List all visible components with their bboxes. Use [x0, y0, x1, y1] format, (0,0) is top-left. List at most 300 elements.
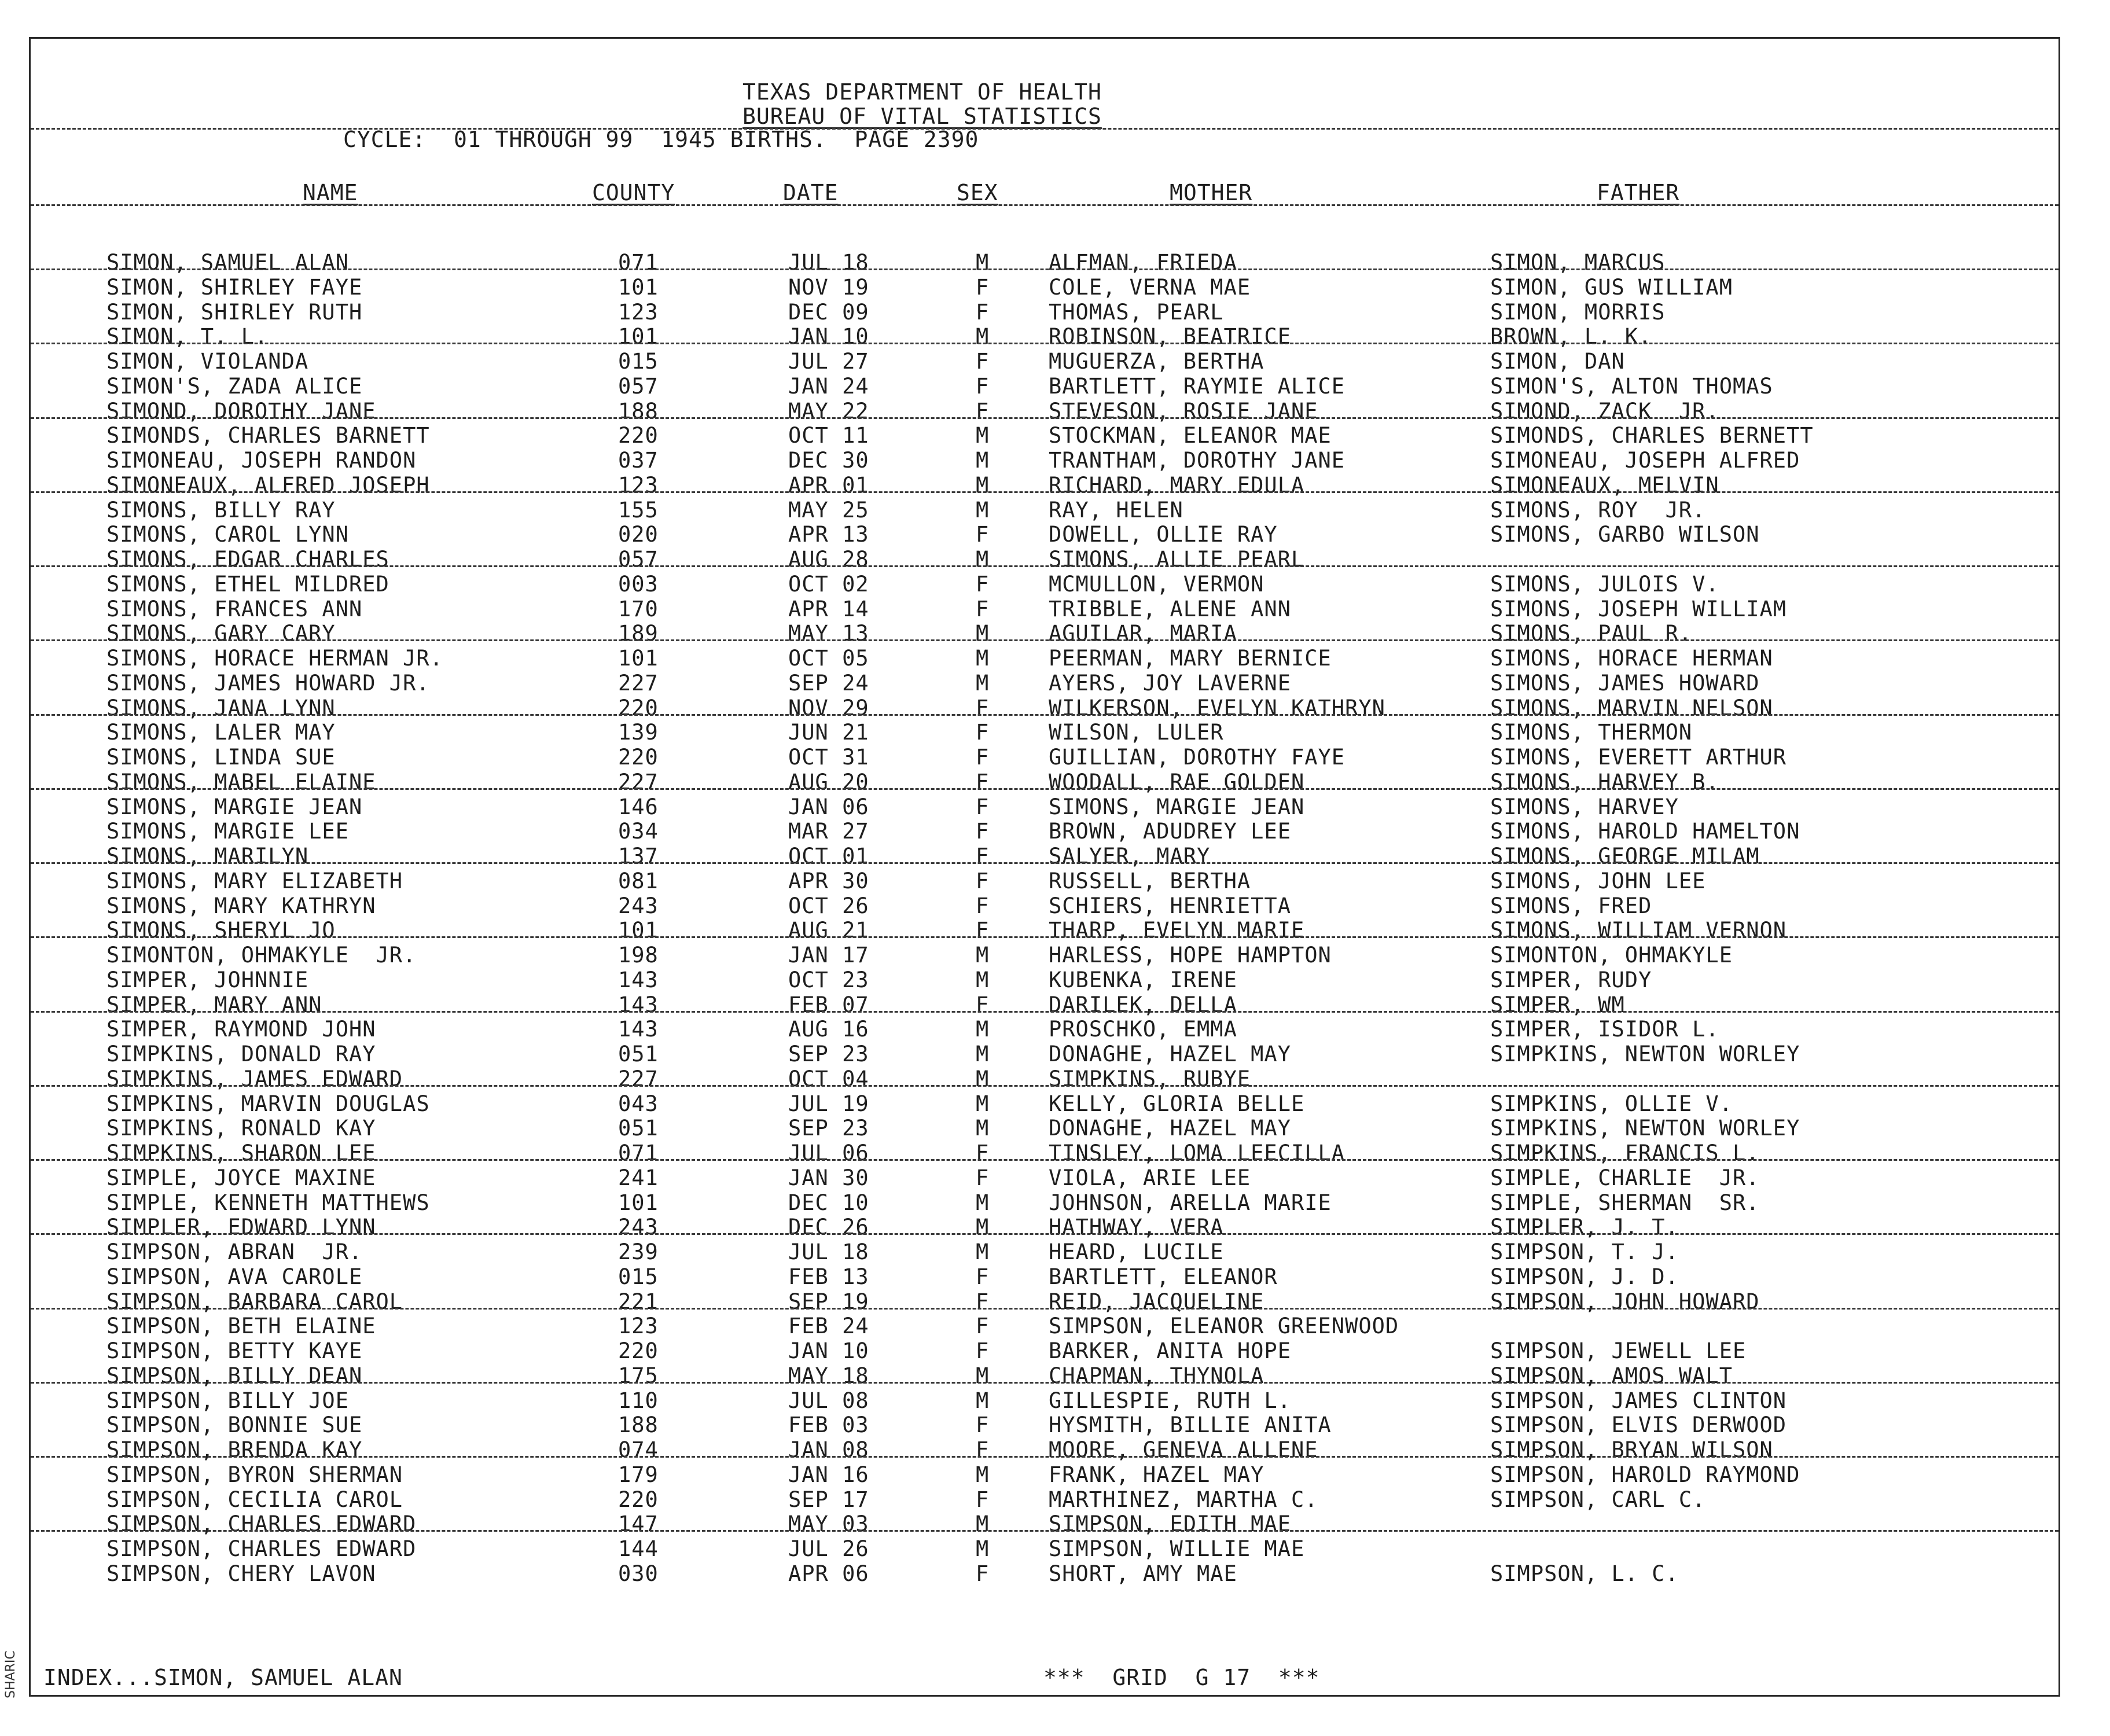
cell-father: SIMPSON, JAMES CLINTON	[1490, 1388, 1787, 1413]
cell-sex: M	[976, 497, 990, 523]
cell-name: SIMPKINS, RONALD KAY	[106, 1116, 376, 1141]
cell-sex: F	[976, 1338, 990, 1363]
row-separator	[31, 417, 2058, 419]
table-row	[31, 1215, 2058, 1240]
cell-mother: FRANK, HAZEL MAY	[1049, 1462, 1264, 1487]
cell-name: SIMON, SHIRLEY FAYE	[106, 274, 363, 300]
cell-sex: F	[976, 571, 990, 597]
cell-county: 146	[618, 794, 659, 819]
table-row	[31, 1191, 2058, 1216]
cell-name: SIMPSON, ABRAN JR.	[106, 1240, 363, 1264]
cell-sex: M	[976, 250, 990, 275]
cell-name: SIMONS, MABEL ELAINE	[106, 769, 376, 795]
cell-mother: MUGUERZA, BERTHA	[1049, 349, 1264, 374]
table-row	[31, 473, 2058, 498]
table-row	[31, 498, 2058, 523]
cell-mother: SIMPSON, EDITH MAE	[1049, 1511, 1291, 1537]
column-header-mother: MOTHER	[1170, 180, 1253, 205]
cell-date: JAN 30	[788, 1165, 869, 1190]
cell-county: 101	[618, 1190, 659, 1215]
cell-date: AUG 16	[788, 1017, 869, 1042]
cell-sex: M	[976, 1017, 990, 1042]
cell-mother: BROWN, ADUDREY LEE	[1049, 819, 1291, 844]
cell-name: SIMONS, EDGAR CHARLES	[106, 547, 389, 572]
cell-mother: COLE, VERNA MAE	[1049, 274, 1251, 300]
cell-father: SIMONS, HARVEY	[1490, 794, 1679, 819]
cell-date: JUL 26	[788, 1536, 869, 1561]
cell-father: BROWN, L. K.	[1490, 324, 1652, 350]
cell-date: APR 06	[788, 1561, 869, 1586]
cell-name: SIMON'S, ZADA ALICE	[106, 373, 363, 399]
cell-county: 243	[618, 893, 659, 918]
cell-mother: AYERS, JOY LAVERNE	[1049, 670, 1291, 696]
table-row	[31, 671, 2058, 696]
cell-sex: M	[976, 1511, 990, 1537]
cell-father: SIMONEAUX, MELVIN	[1490, 472, 1719, 498]
cell-county: 220	[618, 1487, 659, 1512]
table-row	[31, 374, 2058, 399]
cell-county: 155	[618, 497, 659, 523]
table-row	[31, 1017, 2058, 1042]
cell-father: SIMON, MARCUS	[1490, 250, 1666, 275]
cell-name: SIMPKINS, MARVIN DOUGLAS	[106, 1091, 430, 1116]
cell-date: APR 01	[788, 472, 869, 498]
cell-mother: TINSLEY, LOMA LEECILLA	[1049, 1141, 1346, 1165]
cell-county: 110	[618, 1388, 659, 1413]
cell-name: SIMONS, JANA LYNN	[106, 695, 336, 720]
table-row	[31, 325, 2058, 350]
row-separator	[31, 1011, 2058, 1013]
cell-mother: BARTLETT, RAYMIE ALICE	[1049, 373, 1346, 399]
cell-date: NOV 19	[788, 274, 869, 300]
cell-name: SIMPSON, BILLY DEAN	[106, 1363, 363, 1388]
cell-father: SIMONS, HORACE HERMAN	[1490, 646, 1773, 671]
cell-date: JUL 18	[788, 250, 869, 275]
cell-father: SIMONS, PAUL R.	[1490, 621, 1693, 646]
table-row	[31, 745, 2058, 770]
cell-date: JUL 27	[788, 349, 869, 374]
cell-mother: DONAGHE, HAZEL MAY	[1049, 1042, 1291, 1066]
cell-mother: RUSSELL, BERTHA	[1049, 868, 1251, 893]
cell-date: MAY 03	[788, 1511, 869, 1537]
cell-name: SIMONS, FRANCES ANN	[106, 596, 363, 621]
cell-name: SIMPSON, CHARLES EDWARD	[106, 1536, 417, 1561]
cell-name: SIMONS, MARGIE JEAN	[106, 794, 363, 819]
table-row	[31, 1537, 2058, 1562]
cell-date: MAY 13	[788, 621, 869, 646]
cell-name: SIMPLER, EDWARD LYNN	[106, 1215, 376, 1240]
cell-county: 034	[618, 819, 659, 844]
cell-sex: M	[976, 1091, 990, 1116]
cell-sex: M	[976, 423, 990, 448]
cell-date: OCT 04	[788, 1066, 869, 1091]
cell-father: SIMOND, ZACK JR.	[1490, 398, 1719, 424]
table-row	[31, 251, 2058, 275]
cell-father: SIMPSON, L. C.	[1490, 1561, 1679, 1586]
cell-county: 239	[618, 1240, 659, 1264]
cell-name: SIMPSON, BETH ELAINE	[106, 1314, 376, 1339]
cell-mother: TRIBBLE, ALENE ANN	[1049, 596, 1291, 621]
cell-date: JAN 10	[788, 1338, 869, 1363]
cell-mother: REID, JACQUELINE	[1049, 1289, 1264, 1314]
table-row	[31, 720, 2058, 745]
cell-county: 081	[618, 868, 659, 893]
cell-father: SIMONS, GARBO WILSON	[1490, 522, 1760, 547]
cell-sex: F	[976, 596, 990, 621]
cell-county: 074	[618, 1437, 659, 1462]
cell-county: 220	[618, 423, 659, 448]
table-row	[31, 869, 2058, 894]
cell-mother: ALFMAN, FRIEDA	[1049, 250, 1237, 275]
cycle-line: CYCLE: 01 THROUGH 99 1945 BIRTHS. PAGE 2390	[343, 127, 979, 152]
cell-county: 051	[618, 1042, 659, 1066]
cell-date: AUG 21	[788, 918, 869, 943]
cell-sex: F	[976, 299, 990, 325]
cell-county: 220	[618, 695, 659, 720]
row-separator	[31, 1085, 2058, 1087]
cell-date: JAN 06	[788, 794, 869, 819]
cell-father: SIMPLE, CHARLIE JR.	[1490, 1165, 1760, 1190]
row-separator	[31, 714, 2058, 716]
cell-county: 051	[618, 1116, 659, 1141]
table-row	[31, 696, 2058, 721]
cell-date: OCT 26	[788, 893, 869, 918]
table-row	[31, 572, 2058, 597]
cell-county: 030	[618, 1561, 659, 1586]
cell-mother: GUILLIAN, DOROTHY FAYE	[1049, 745, 1346, 770]
cell-mother: SHORT, AMY MAE	[1049, 1561, 1237, 1586]
cell-county: 243	[618, 1215, 659, 1240]
cell-sex: F	[976, 373, 990, 399]
cell-county: 123	[618, 472, 659, 498]
cell-name: SIMPSON, BRENDA KAY	[106, 1437, 363, 1462]
row-separator	[31, 491, 2058, 493]
cell-father: SIMONEAU, JOSEPH ALFRED	[1490, 448, 1800, 473]
table-row	[31, 1240, 2058, 1265]
table-row	[31, 1438, 2058, 1463]
cell-sex: F	[976, 1413, 990, 1438]
cell-name: SIMOND, DOROTHY JANE	[106, 398, 376, 424]
cell-father: SIMONS, EVERETT ARTHUR	[1490, 745, 1787, 770]
table-row	[31, 646, 2058, 671]
cell-sex: F	[976, 893, 990, 918]
cell-name: SIMONS, BILLY RAY	[106, 497, 336, 523]
cell-name: SIMPKINS, DONALD RAY	[106, 1042, 376, 1066]
cell-name: SIMPER, MARY ANN	[106, 992, 322, 1017]
cell-father: SIMONS, JOSEPH WILLIAM	[1490, 596, 1787, 621]
cell-father: SIMPSON, T. J.	[1490, 1240, 1679, 1264]
table-row	[31, 621, 2058, 646]
table-row	[31, 1314, 2058, 1339]
cell-date: DEC 10	[788, 1190, 869, 1215]
cell-sex: M	[976, 670, 990, 696]
cell-name: SIMONS, GARY CARY	[106, 621, 336, 646]
cell-county: 188	[618, 1413, 659, 1438]
cell-father: SIMPSON, CARL C.	[1490, 1487, 1706, 1512]
cell-county: 101	[618, 918, 659, 943]
cell-sex: F	[976, 695, 990, 720]
cell-mother: THARP, EVELYN MARIE	[1049, 918, 1305, 943]
cell-name: SIMPKINS, JAMES EDWARD	[106, 1066, 403, 1091]
cell-sex: M	[976, 1215, 990, 1240]
cell-mother: ROBINSON, BEATRICE	[1049, 324, 1291, 350]
table-row	[31, 993, 2058, 1018]
row-separator	[31, 1530, 2058, 1532]
birth-records-table	[31, 251, 2058, 1587]
cell-sex: F	[976, 1314, 990, 1339]
cell-name: SIMPSON, BETTY KAYE	[106, 1338, 363, 1363]
cell-mother: HYSMITH, BILLIE ANITA	[1049, 1413, 1332, 1438]
cell-date: JUL 18	[788, 1240, 869, 1264]
table-row	[31, 819, 2058, 844]
row-separator	[31, 1456, 2058, 1458]
cell-father: SIMONS, JULOIS V.	[1490, 571, 1719, 597]
cell-name: SIMPSON, CHERY LAVON	[106, 1561, 376, 1586]
cell-sex: F	[976, 868, 990, 893]
cell-county: 220	[618, 745, 659, 770]
table-row	[31, 399, 2058, 424]
cell-name: SIMON, SHIRLEY RUTH	[106, 299, 363, 325]
cell-mother: SIMONS, MARGIE JEAN	[1049, 794, 1305, 819]
cell-sex: F	[976, 349, 990, 374]
table-row	[31, 1488, 2058, 1513]
vital-statistics-page	[29, 37, 2060, 1697]
cell-mother: BARKER, ANITA HOPE	[1049, 1338, 1291, 1363]
table-row	[31, 1339, 2058, 1364]
cell-name: SIMONEAUX, ALFRED JOSEPH	[106, 472, 430, 498]
cell-father: SIMONS, HAROLD HAMELTON	[1490, 819, 1800, 844]
table-row	[31, 943, 2058, 968]
cell-mother: MARTHINEZ, MARTHA C.	[1049, 1487, 1318, 1512]
cell-county: 220	[618, 1338, 659, 1363]
cell-sex: M	[976, 472, 990, 498]
cell-father: SIMPSON, JEWELL LEE	[1490, 1338, 1747, 1363]
cell-sex: F	[976, 1437, 990, 1462]
cell-father: SIMONS, FRED	[1490, 893, 1652, 918]
cell-name: SIMONDS, CHARLES BARNETT	[106, 423, 430, 448]
cell-county: 227	[618, 1066, 659, 1091]
table-row	[31, 894, 2058, 919]
cell-date: JAN 10	[788, 324, 869, 350]
cell-date: SEP 17	[788, 1487, 869, 1512]
cell-date: JUL 08	[788, 1388, 869, 1413]
cell-sex: M	[976, 943, 990, 968]
cell-county: 189	[618, 621, 659, 646]
cell-date: AUG 28	[788, 547, 869, 572]
row-separator	[31, 1308, 2058, 1310]
cell-date: OCT 01	[788, 844, 869, 869]
cell-date: FEB 07	[788, 992, 869, 1017]
cell-sex: M	[976, 1066, 990, 1091]
cell-father: SIMPSON, HAROLD RAYMOND	[1490, 1462, 1800, 1487]
cell-county: 221	[618, 1289, 659, 1314]
cell-mother: WOODALL, RAE GOLDEN	[1049, 769, 1305, 795]
cell-father: SIMPSON, BRYAN WILSON	[1490, 1437, 1773, 1462]
cell-father: SIMPKINS, OLLIE V.	[1490, 1091, 1733, 1116]
cell-father: SIMPSON, ELVIS DERWOOD	[1490, 1413, 1787, 1438]
cell-father: SIMPKINS, NEWTON WORLEY	[1490, 1116, 1800, 1141]
cell-mother: DARILEK, DELLA	[1049, 992, 1237, 1017]
cell-date: FEB 13	[788, 1264, 869, 1289]
table-row	[31, 300, 2058, 325]
cell-sex: F	[976, 1289, 990, 1314]
cell-mother: MCMULLON, VERMON	[1049, 571, 1264, 597]
cell-name: SIMONS, HORACE HERMAN JR.	[106, 646, 443, 671]
cell-date: DEC 30	[788, 448, 869, 473]
cell-name: SIMPKINS, SHARON LEE	[106, 1141, 376, 1165]
cell-father: SIMONS, ROY JR.	[1490, 497, 1706, 523]
cell-county: 015	[618, 349, 659, 374]
column-header-date: DATE	[783, 180, 839, 205]
cell-name: SIMONS, MARY KATHRYN	[106, 893, 376, 918]
column-header-name: NAME	[303, 180, 358, 205]
cell-sex: M	[976, 1536, 990, 1561]
cell-name: SIMONTON, OHMAKYLE JR.	[106, 943, 417, 968]
table-row	[31, 1092, 2058, 1117]
cell-name: SIMONS, LINDA SUE	[106, 745, 336, 770]
row-separator	[31, 1233, 2058, 1235]
cell-name: SIMPER, RAYMOND JOHN	[106, 1017, 376, 1042]
cell-mother: PROSCHKO, EMMA	[1049, 1017, 1237, 1042]
cell-sex: F	[976, 1487, 990, 1512]
table-row	[31, 1413, 2058, 1438]
cell-date: OCT 23	[788, 967, 869, 992]
cell-sex: M	[976, 1116, 990, 1141]
cell-date: DEC 09	[788, 299, 869, 325]
cell-name: SIMPSON, BYRON SHERMAN	[106, 1462, 403, 1487]
cell-date: JAN 08	[788, 1437, 869, 1462]
cell-name: SIMPSON, BILLY JOE	[106, 1388, 349, 1413]
table-row	[31, 1141, 2058, 1166]
cell-date: JUL 19	[788, 1091, 869, 1116]
cell-sex: M	[976, 646, 990, 671]
cell-date: MAY 18	[788, 1363, 869, 1388]
cell-county: 188	[618, 398, 659, 424]
cell-name: SIMPSON, BARBARA CAROL	[106, 1289, 403, 1314]
cell-name: SIMONS, CAROL LYNN	[106, 522, 349, 547]
cell-mother: SALYER, MARY	[1049, 844, 1211, 869]
cell-mother: DONAGHE, HAZEL MAY	[1049, 1116, 1291, 1141]
cell-county: 139	[618, 720, 659, 745]
cell-father: SIMONS, MARVIN NELSON	[1490, 695, 1773, 720]
table-row	[31, 1389, 2058, 1414]
cell-date: JAN 17	[788, 943, 869, 968]
cell-mother: HATHWAY, VERA	[1049, 1215, 1224, 1240]
cell-name: SIMONS, JAMES HOWARD JR.	[106, 670, 430, 696]
cell-sex: F	[976, 794, 990, 819]
cell-father: SIMON, GUS WILLIAM	[1490, 274, 1733, 300]
cell-father: SIMONTON, OHMAKYLE	[1490, 943, 1733, 968]
cell-sex: F	[976, 720, 990, 745]
cell-mother: RAY, HELEN	[1049, 497, 1183, 523]
cell-name: SIMONS, SHERYL JO	[106, 918, 336, 943]
cell-mother: HARLESS, HOPE HAMPTON	[1049, 943, 1332, 968]
cell-county: 020	[618, 522, 659, 547]
cell-county: 057	[618, 547, 659, 572]
cell-name: SIMPSON, CHARLES EDWARD	[106, 1511, 417, 1537]
table-row	[31, 275, 2058, 300]
cell-sex: M	[976, 1240, 990, 1264]
table-row	[31, 597, 2058, 622]
cell-mother: WILKERSON, EVELYN KATHRYN	[1049, 695, 1385, 720]
cell-mother: STOCKMAN, ELEANOR MAE	[1049, 423, 1332, 448]
cell-name: SIMONS, ETHEL MILDRED	[106, 571, 389, 597]
column-header-county: COUNTY	[592, 180, 675, 205]
cell-mother: SIMPSON, WILLIE MAE	[1049, 1536, 1305, 1561]
cell-mother: SIMPSON, ELEANOR GREENWOOD	[1049, 1314, 1399, 1339]
row-separator	[31, 862, 2058, 864]
cell-name: SIMPSON, AVA CAROLE	[106, 1264, 363, 1289]
cell-father: SIMONS, GEORGE MILAM	[1490, 844, 1760, 869]
cell-county: 227	[618, 670, 659, 696]
cell-county: 071	[618, 250, 659, 275]
cell-county: 037	[618, 448, 659, 473]
cell-mother: DOWELL, OLLIE RAY	[1049, 522, 1278, 547]
cell-date: FEB 03	[788, 1413, 869, 1438]
cell-father: SIMPSON, AMOS WALT	[1490, 1363, 1733, 1388]
cell-mother: KUBENKA, IRENE	[1049, 967, 1237, 992]
cell-county: 057	[618, 373, 659, 399]
cell-sex: F	[976, 1165, 990, 1190]
bureau-title: BUREAU OF VITAL STATISTICS	[742, 104, 1102, 129]
table-row	[31, 795, 2058, 820]
cell-sex: M	[976, 1190, 990, 1215]
cell-county: 101	[618, 274, 659, 300]
cell-mother: RICHARD, MARY EDULA	[1049, 472, 1305, 498]
cell-name: SIMPSON, CECILIA CAROL	[106, 1487, 403, 1512]
cell-father: SIMONS, THERMON	[1490, 720, 1693, 745]
cell-date: AUG 20	[788, 769, 869, 795]
cell-sex: M	[976, 967, 990, 992]
cell-sex: M	[976, 448, 990, 473]
cell-county: 227	[618, 769, 659, 795]
column-header-rule	[31, 204, 2058, 206]
table-row	[31, 918, 2058, 943]
cell-date: SEP 19	[788, 1289, 869, 1314]
cell-father: SIMPKINS, NEWTON WORLEY	[1490, 1042, 1800, 1066]
cell-sex: F	[976, 745, 990, 770]
row-separator	[31, 343, 2058, 344]
cell-date: JUL 06	[788, 1141, 869, 1165]
table-row	[31, 770, 2058, 795]
row-separator	[31, 1159, 2058, 1161]
cell-date: FEB 24	[788, 1314, 869, 1339]
cell-date: OCT 11	[788, 423, 869, 448]
row-separator	[31, 936, 2058, 938]
table-row	[31, 1042, 2058, 1067]
cell-date: JAN 24	[788, 373, 869, 399]
side-stamp: SHARIC	[3, 1650, 18, 1698]
cell-mother: HEARD, LUCILE	[1049, 1240, 1224, 1264]
cell-father: SIMPLE, SHERMAN SR.	[1490, 1190, 1760, 1215]
header-rule	[31, 128, 2058, 130]
cell-date: APR 14	[788, 596, 869, 621]
cell-county: 179	[618, 1462, 659, 1487]
cell-date: OCT 31	[788, 745, 869, 770]
cell-sex: M	[976, 1042, 990, 1066]
table-row	[31, 448, 2058, 473]
cell-name: SIMONS, MARY ELIZABETH	[106, 868, 403, 893]
cell-county: 198	[618, 943, 659, 968]
table-row	[31, 1364, 2058, 1389]
cell-county: 241	[618, 1165, 659, 1190]
cell-name: SIMON, VIOLANDA	[106, 349, 309, 374]
cell-sex: F	[976, 844, 990, 869]
cell-name: SIMONS, LALER MAY	[106, 720, 336, 745]
cell-mother: BARTLETT, ELEANOR	[1049, 1264, 1278, 1289]
table-row	[31, 547, 2058, 572]
cell-sex: M	[976, 324, 990, 350]
